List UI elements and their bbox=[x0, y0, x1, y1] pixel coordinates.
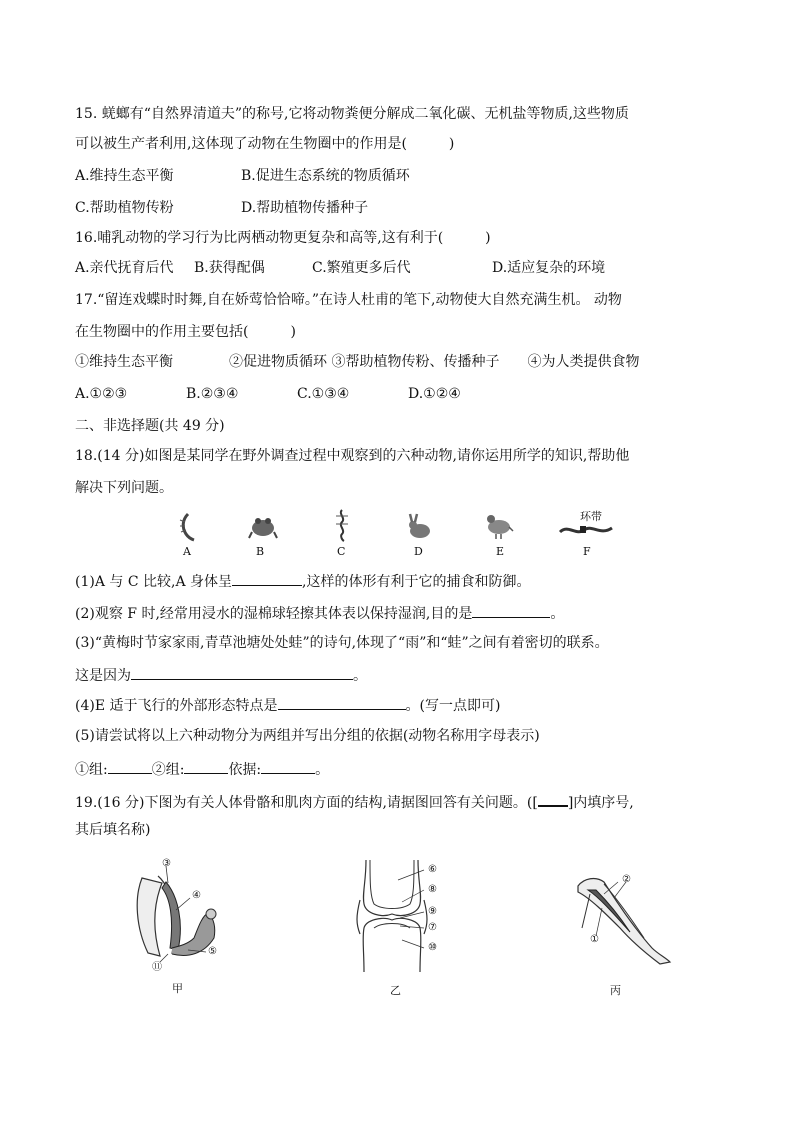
animal-f-earthworm-figure bbox=[558, 522, 614, 538]
answer-blank[interactable] bbox=[261, 758, 315, 774]
q18-part4 bbox=[75, 694, 500, 716]
end-mark: 。 bbox=[315, 762, 330, 778]
q18-part1 bbox=[75, 570, 530, 592]
yi-mark-9: ⑨ bbox=[428, 906, 437, 917]
q19-text-a: 19.(16 分)下图为有关人体骨骼和肌肉方面的结构,请据图回答有关问题。([ bbox=[75, 795, 538, 811]
yi-mark-7: ⑦ bbox=[428, 922, 437, 933]
answer-blank[interactable] bbox=[472, 602, 550, 618]
q17-option-d: D.①②④ bbox=[408, 386, 461, 402]
animal-label-e: E bbox=[496, 545, 505, 558]
q19-stem-line2: 其后填名称) bbox=[75, 822, 151, 838]
group2-label: ②组: bbox=[151, 762, 185, 778]
animal-label-f: F bbox=[583, 545, 591, 558]
figure-jia-caption: 甲 bbox=[172, 982, 183, 995]
section-heading: 二、非选择题(共 49 分) bbox=[75, 418, 225, 434]
q17-option-c: C.①③④ bbox=[297, 386, 350, 402]
answer-blank[interactable] bbox=[184, 758, 228, 774]
yi-mark-8: ⑧ bbox=[428, 884, 437, 895]
q18-part2 bbox=[75, 602, 564, 624]
q18-part5-answer bbox=[75, 758, 329, 780]
q16-option-c: C.繁殖更多后代 bbox=[312, 260, 411, 276]
q15-option-a: A.维持生态平衡 bbox=[75, 168, 174, 184]
yi-mark-6: ⑥ bbox=[428, 864, 437, 875]
group1-label: ①组: bbox=[75, 762, 108, 778]
q19-text-b: ]内填序号, bbox=[567, 795, 634, 811]
q15-option-d: D.帮助植物传播种子 bbox=[241, 200, 369, 216]
q18-part2-text-a: (2)观察 F 时,经常用浸水的湿棉球轻擦其体表以保持湿润,目的是 bbox=[75, 606, 473, 622]
animal-label-b: B bbox=[256, 545, 265, 558]
q18-part5: (5)请尝试将以上六种动物分为两组并写出分组的依据(动物名称用字母表示) bbox=[75, 728, 540, 744]
answer-blank[interactable] bbox=[131, 664, 353, 680]
q17-option-a: A.①②③ bbox=[75, 386, 128, 402]
figure-jia-arm-muscles bbox=[128, 858, 238, 973]
answer-blank[interactable] bbox=[538, 790, 568, 807]
figure-yi-caption: 乙 bbox=[390, 984, 401, 997]
animal-d-rabbit-figure bbox=[404, 512, 434, 540]
q15-stem-line1: 15. 蜣螂有“自然界清道夫”的称号,它将动物粪便分解成二氧化碳、无机盐等物质,这些物质 bbox=[75, 106, 629, 122]
q17-stem-line2: 在生物圈中的作用主要包括( ) bbox=[75, 324, 296, 340]
q17-option-b: B.②③④ bbox=[186, 386, 239, 402]
figure-bing-caption: 丙 bbox=[610, 984, 621, 997]
jia-mark-3: ③ bbox=[162, 858, 171, 869]
q18-part3-text-a: 这是因为 bbox=[75, 668, 131, 684]
q18-stem-line1: 18.(14 分)如图是某同学在野外调查过程中观察到的六种动物,请你运用所学的知识,帮助他 bbox=[75, 448, 630, 464]
animal-b-frog-figure bbox=[248, 514, 278, 540]
q16-option-d: D.适应复杂的环境 bbox=[492, 260, 606, 276]
q15-option-b: B.促进生态系统的物质循环 bbox=[241, 168, 410, 184]
bing-mark-2: ② bbox=[622, 874, 631, 885]
yi-mark-10: ⑩ bbox=[428, 942, 437, 953]
animal-label-d: D bbox=[414, 545, 423, 558]
q17-items: ①维持生态平衡 ②促进物质循环 ③帮助植物传粉、传播种子 ④为人类提供食物 bbox=[75, 354, 640, 370]
answer-blank[interactable] bbox=[108, 758, 152, 774]
q16-option-b: B.获得配偶 bbox=[194, 260, 265, 276]
animal-label-c: C bbox=[337, 545, 346, 558]
figure-yi-joint bbox=[352, 860, 432, 972]
jia-mark-5: ⑤ bbox=[208, 946, 217, 957]
q15-stem-line2: 可以被生产者利用,这体现了动物在生物圈中的作用是( ) bbox=[75, 136, 455, 152]
q15-option-c: C.帮助植物传粉 bbox=[75, 200, 174, 216]
animal-e-pigeon-figure bbox=[482, 510, 514, 540]
q18-part4-text-a: (4)E 适于飞行的外部形态特点是 bbox=[75, 698, 278, 714]
animal-c-figure bbox=[330, 508, 354, 542]
q16-stem: 16.哺乳动物的学习行为比两栖动物更复杂和高等,这有利于( ) bbox=[75, 230, 491, 246]
basis-label: 依据: bbox=[228, 762, 262, 778]
jia-mark-11: ⑪ bbox=[152, 962, 162, 973]
q18-part2-text-b: 。 bbox=[550, 606, 565, 622]
q18-stem-line2: 解决下列问题。 bbox=[75, 480, 173, 496]
q16-option-a: A.亲代抚育后代 bbox=[75, 260, 174, 276]
q19-stem-line1 bbox=[75, 790, 634, 813]
jia-mark-4: ④ bbox=[192, 890, 201, 901]
answer-blank[interactable] bbox=[232, 570, 302, 586]
q18-part3-text-b: 。 bbox=[353, 668, 367, 684]
bing-mark-1: ① bbox=[590, 934, 599, 945]
q18-part3: (3)“黄梅时节家家雨,青草池塘处处蛙”的诗句,体现了“雨”和“蛙”之间有着密切的联系。 bbox=[75, 635, 609, 651]
q18-part1-text-b: ,这样的体形有利于它的捕食和防御。 bbox=[302, 574, 531, 590]
answer-blank[interactable] bbox=[278, 694, 406, 710]
f-clitellum-label: 环带 bbox=[580, 510, 602, 523]
q17-stem-line1: 17.“留连戏蝶时时舞,自在娇莺恰恰啼。”在诗人杜甫的笔下,动物使大自然充满生机。 动物 bbox=[75, 292, 622, 308]
animal-a-figure bbox=[176, 512, 198, 542]
q18-part3-cont bbox=[75, 664, 367, 686]
animal-label-a: A bbox=[183, 545, 191, 558]
q18-part4-text-b: 。(写一点即可) bbox=[405, 698, 501, 714]
q18-part1-text-a: (1)A 与 C 比较,A 身体呈 bbox=[75, 574, 233, 590]
